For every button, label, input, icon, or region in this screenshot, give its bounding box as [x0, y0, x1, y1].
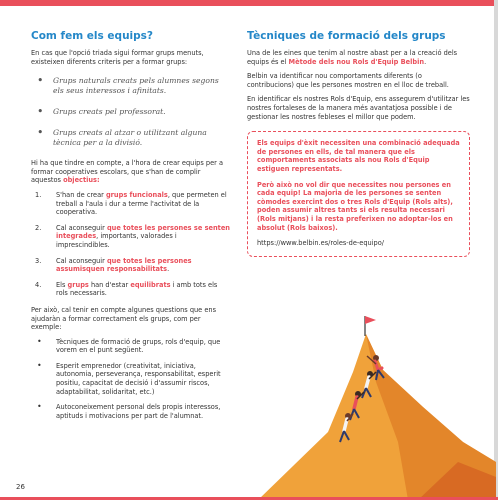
objective-text: Cal aconseguir	[56, 223, 107, 232]
objective-number: 2.	[35, 223, 42, 232]
objective-text: Els	[56, 280, 68, 289]
objective-text: S'han de crear	[56, 190, 106, 199]
objective-item	[31, 191, 230, 217]
belbin-method-highlight: Mètode dels nou Rols d'Equip Belbin	[288, 57, 425, 66]
objective-text: i amb tots els rols necessaris.	[56, 280, 218, 298]
right-heading: Tècniques de formació dels grups	[247, 30, 446, 42]
behaviours-paragraph: Belbin va identificar nou comportaments diferents (o contribucions) que les persones mostren en el lloc de treball.	[247, 72, 449, 89]
objective-number: 4.	[35, 280, 42, 289]
objective-text: , que permeten el treball a l'aula i dur a terme l'activitat de la cooperativa.	[56, 190, 227, 217]
objective-item	[31, 257, 230, 274]
callout-paragraph: Els equips d'èxit necessiten una combinació adequada de persones en ells, de tal manera que els comportaments associats als nou Rols d'Equip estiguen representats.	[257, 139, 460, 173]
consideration-item: • Autoconeixement personal dels propis interessos, aptituds i motivacions per part de l'alumnat.	[31, 403, 230, 420]
right-column	[247, 30, 470, 257]
mountain-climbers-illustration	[258, 312, 496, 500]
objective-highlight: que totes les persones assumisquen responsabilitats	[56, 256, 192, 274]
left-heading: Com fem els equips?	[31, 30, 153, 42]
objective-highlight: que totes les persones se senten integrades	[56, 223, 230, 241]
objective-item	[31, 224, 230, 250]
intro-paragraph: En cas que l'opció triada sigui formar grups menuts, existeixen diferents criteris per a formar grups:	[31, 49, 204, 66]
top-accent-bar	[0, 0, 498, 6]
consideration-item: • Esperit emprenedor (creativitat, iniciativa, autonomia, perseverança, responsabilitat, esperit positiu, capacitat de decisió i d'assumir riscos, adaptabilitat, solidaritat, etc.)	[31, 362, 230, 396]
roles-paragraph: En identificar els nostres Rols d'Equip, ens assegurem d'utilitzar les nostres fortaleses de la manera més avantatjosa possible i de gestionar les nostres febleses el millor que podem.	[247, 95, 470, 121]
objectives-intro	[31, 159, 230, 185]
objective-item	[31, 281, 230, 298]
belbin-text: Una de les eines que tenim al nostre abast per a la creació dels equips és el	[247, 49, 458, 66]
objective-highlight: grups funcionals	[105, 190, 168, 199]
objectives-list	[31, 191, 230, 298]
criteria-list	[31, 76, 230, 148]
closing-paragraph: Per això, cal tenir en compte algunes questions que ens ajudaràn a formar correctament els grups, com per exemple:	[31, 305, 217, 332]
objective-text: .	[167, 265, 170, 274]
objective-text: han d'estar	[88, 280, 131, 289]
considerations-list	[31, 338, 230, 421]
objectives-word: objectius:	[63, 176, 100, 185]
left-column	[31, 30, 230, 427]
flag-icon	[365, 316, 376, 324]
objective-highlight: equilibrats	[130, 280, 171, 289]
criteria-item: • Grups naturals creats pels alumnes segons els seus interessos i afinitats.	[31, 76, 230, 96]
consideration-item: • Tècniques de formació de grups, rols d'equip, que vorem en el punt següent.	[31, 338, 230, 355]
objective-number: 1.	[35, 190, 42, 199]
objective-text: Cal aconseguir	[56, 256, 107, 265]
page-number: 26	[16, 483, 25, 491]
callout-box	[247, 131, 470, 257]
belbin-paragraph	[247, 49, 470, 66]
belbin-text: .	[424, 57, 427, 66]
objective-highlight: grups	[67, 280, 89, 289]
criteria-item: • Grups creats al atzar o utilitzant alguna tècnica per a la divisió.	[31, 128, 230, 148]
belbin-link[interactable]: https://www.belbin.es/roles-de-equipo/	[257, 239, 385, 248]
callout-paragraph: Però això no vol dir que necessites nou persones en cada equip! La majoria de les persones se senten còmodes exercint dos o tres Rols d'Equip (Rols alts), poden assumir altres tants si els resulta necessari (Rols mitjans) i la resta preferixen no adoptar-los en absolut (Rols baixos).	[257, 180, 453, 232]
objectives-intro-text: Hi ha que tindre en compte, a l'hora de crear equips per a formar cooperatives escolars, que s'han de complir aquestos	[31, 159, 223, 185]
objective-number: 3.	[35, 256, 42, 265]
criteria-item: • Grups creats pel professorat.	[31, 107, 230, 117]
objective-text: , importants, valorades i imprescindibles.	[56, 232, 177, 249]
